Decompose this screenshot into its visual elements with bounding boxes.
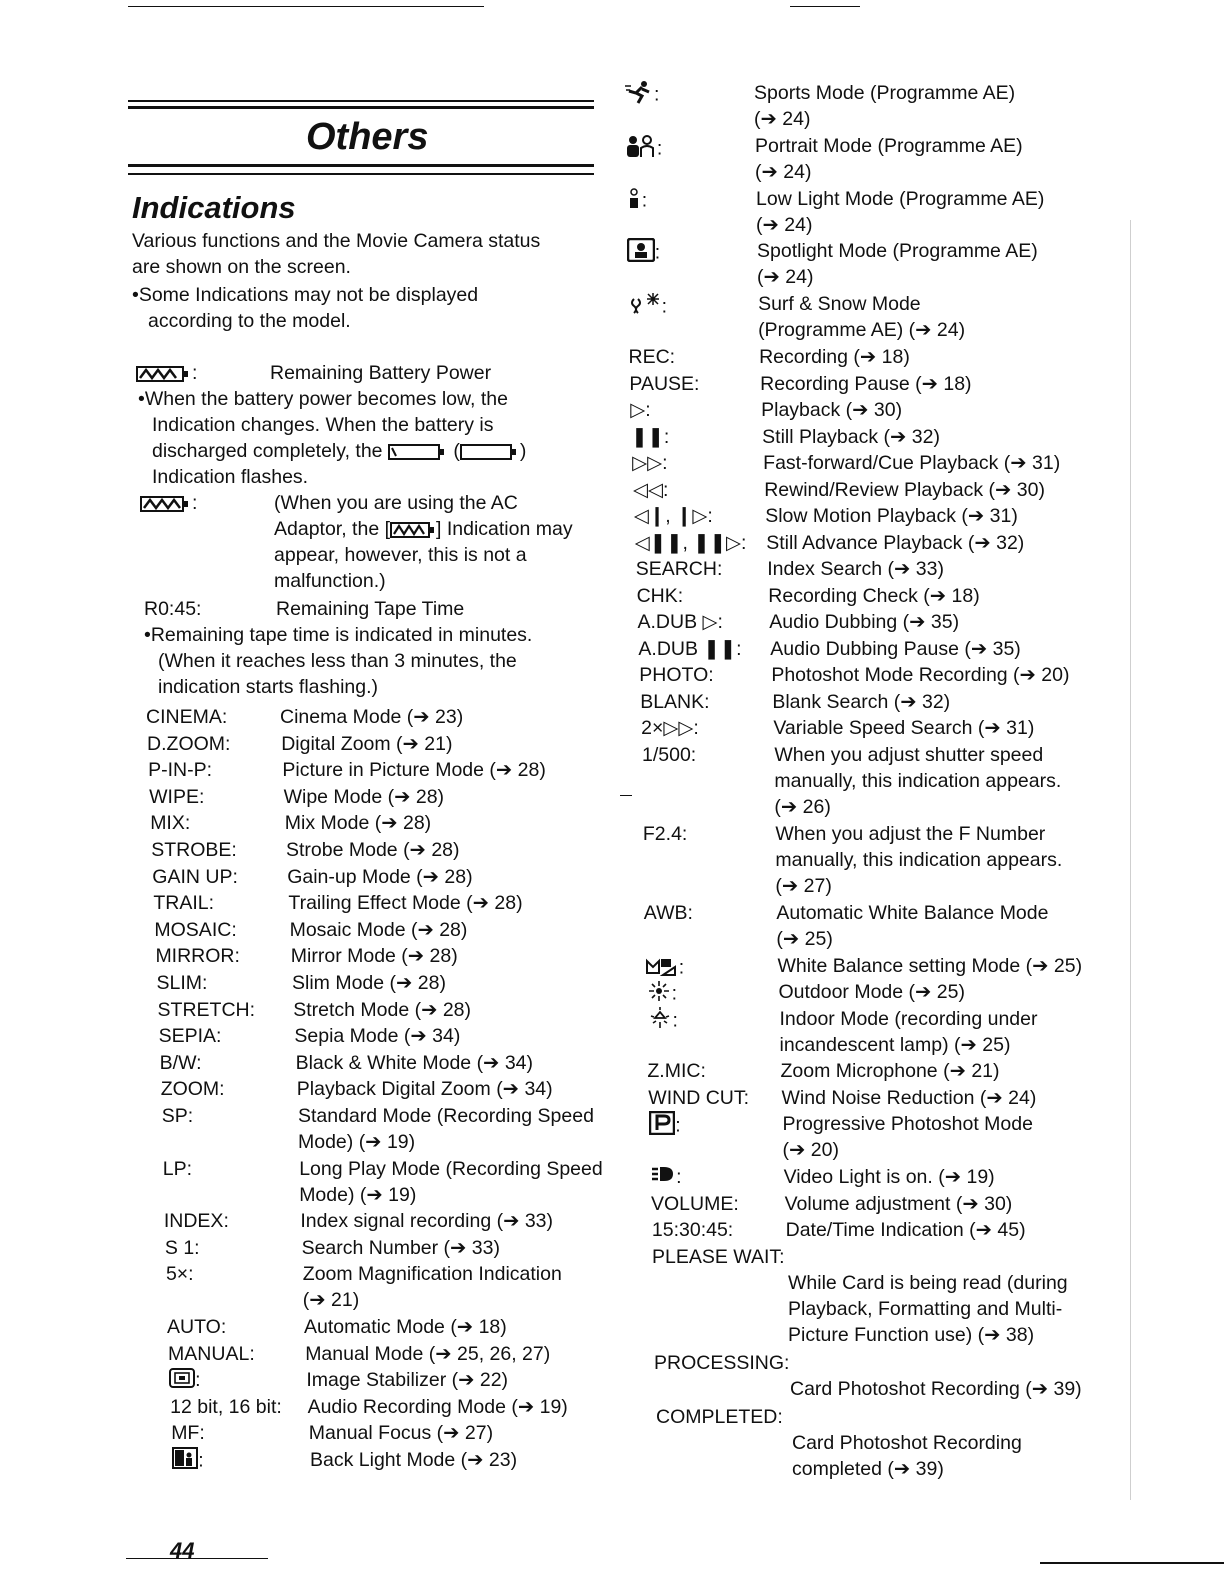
ac-line: (When you are using the AC — [274, 492, 518, 514]
status-block — [654, 1350, 1082, 1402]
right-item-desc — [756, 186, 1044, 238]
status-label: PLEASE WAIT: — [652, 1245, 785, 1268]
right-item-desc — [772, 689, 950, 715]
status-desc-line: Playback, Formatting and Multi- — [788, 1297, 1063, 1320]
left-item-desc-line: Mosaic Mode (➔ 28) — [289, 918, 468, 941]
battery-bullet-line: discharged completely, the ( ) — [152, 440, 527, 462]
right-item-desc — [762, 424, 940, 450]
left-item-desc-line: (➔ 21) — [302, 1289, 360, 1312]
right-item-label: : — [626, 186, 647, 217]
right-item-desc-line: Audio Dubbing (➔ 35) — [769, 611, 960, 633]
low-light-icon — [626, 186, 642, 217]
section-title: Others — [306, 116, 429, 158]
ac-line: malfunction.) — [274, 570, 386, 592]
right-item-label: ❚❚: — [631, 425, 670, 448]
right-item-desc — [767, 556, 944, 582]
right-item-desc-line: Automatic White Balance Mode — [776, 901, 1049, 924]
right-item-desc-line: (➔ 24) — [754, 108, 811, 130]
battery-bullet-line: Indication changes. When the battery is — [152, 414, 494, 436]
right-item-desc — [771, 662, 1069, 688]
left-item-label: S 1: — [164, 1236, 200, 1259]
tape-bullet-line: indication starts flashing.) — [158, 676, 379, 698]
right-item-label: 15:30:45: — [651, 1219, 734, 1242]
left-item-desc-line: Wipe Mode (➔ 28) — [283, 785, 445, 808]
right-item-desc-line: Recording Pause (➔ 18) — [760, 372, 972, 395]
left-item-desc-line: Mix Mode (➔ 28) — [284, 812, 432, 835]
indoor-lamp-icon — [647, 1006, 673, 1037]
status-desc-line: Card Photoshot Recording — [792, 1431, 1022, 1454]
right-item-desc-line: Index Search (➔ 33) — [767, 558, 944, 580]
right-item-label: : — [627, 238, 660, 269]
left-item-desc — [285, 810, 431, 836]
title-rule-top — [128, 100, 594, 102]
right-item-label: : — [650, 1164, 681, 1191]
right-item-desc-line: (Programme AE) (➔ 24) — [758, 319, 966, 342]
right-item-label: : — [628, 291, 667, 324]
left-item-desc — [282, 757, 545, 783]
right-item-label: REC: — [628, 346, 676, 368]
left-item-desc — [293, 997, 471, 1023]
right-item-desc-line: Recording (➔ 18) — [759, 346, 910, 368]
right-item-desc — [761, 397, 902, 423]
right-item-desc-line: Outdoor Mode (➔ 25) — [778, 981, 965, 1003]
right-item-desc — [755, 133, 1023, 185]
left-item-label: MOSAIC: — [154, 918, 237, 941]
ac-line: Adaptor, the [ ] Indication may — [274, 518, 573, 540]
side-scan-line — [1130, 220, 1131, 1500]
left-item-label: WIPE: — [149, 785, 205, 808]
battery-ac-small-icon — [390, 522, 436, 538]
left-item-label: LP: — [162, 1157, 193, 1180]
left-item-desc-line: Standard Mode (Recording Speed — [298, 1105, 594, 1127]
indications-heading: Indications — [132, 190, 296, 225]
right-item-desc — [759, 344, 910, 370]
left-item-desc-line: Back Light Mode (➔ 23) — [310, 1449, 518, 1471]
right-item-desc-line: Surf & Snow Mode — [758, 293, 921, 316]
left-item-label: STRETCH: — [157, 998, 256, 1021]
bullet-icon — [138, 388, 145, 410]
left-item-desc-line: Strobe Mode (➔ 28) — [286, 839, 460, 861]
right-item-desc — [770, 636, 1021, 662]
right-item-label: A.DUB ❚❚: — [638, 637, 742, 660]
right-item-label: WIND CUT: — [648, 1086, 750, 1109]
battery-ac-icon — [140, 495, 192, 513]
right-item-label: : — [649, 1111, 680, 1142]
note-line: according to the model. — [148, 310, 351, 332]
portrait-mode-icon — [625, 133, 657, 166]
left-item-desc — [286, 837, 460, 863]
right-item-desc — [773, 715, 1034, 741]
left-item-label: TRAIL: — [153, 892, 215, 915]
right-item-desc-line: Slow Motion Playback (➔ 31) — [765, 505, 1018, 527]
right-item-desc-line: Indoor Mode (recording under — [779, 1007, 1038, 1030]
tape-desc: Remaining Tape Time — [276, 598, 465, 620]
right-item-desc-line: When you adjust shutter speed — [774, 743, 1044, 766]
right-item-desc-line: manually, this indication appears. — [775, 848, 1063, 871]
left-item-desc — [299, 1156, 603, 1208]
right-item-desc-line: Playback (➔ 30) — [761, 399, 903, 421]
status-desc-line: Picture Function use) (➔ 38) — [788, 1323, 1035, 1346]
right-item-label: : — [624, 80, 659, 111]
left-item-desc — [297, 1076, 553, 1102]
right-item-desc-line: Audio Dubbing Pause (➔ 35) — [770, 637, 1021, 660]
tape-label: R0:45: — [144, 598, 202, 620]
left-item-desc — [306, 1367, 508, 1393]
right-item-desc-line: Video Light is on. (➔ 19) — [783, 1166, 995, 1189]
left-item-desc-line: Audio Recording Mode (➔ 19) — [307, 1395, 568, 1418]
right-item-label: 2×▷▷: — [641, 717, 699, 739]
left-item-desc-line: Cinema Mode (➔ 23) — [280, 706, 464, 728]
left-item-desc — [296, 1050, 533, 1076]
right-item-desc — [783, 1111, 1033, 1163]
right-item-desc — [763, 450, 1060, 476]
back-light-icon — [172, 1447, 198, 1476]
title-rule-bottom — [128, 164, 594, 167]
right-item-label: ◁❚❚, ❚❚▷: — [634, 531, 747, 554]
left-item-label: : — [172, 1447, 203, 1476]
right-item-desc — [780, 1006, 1038, 1058]
right-item-desc-line: (➔ 24) — [756, 213, 813, 236]
right-item-desc — [775, 821, 1062, 899]
right-item-desc-line: Wind Noise Reduction (➔ 24) — [781, 1086, 1037, 1109]
right-item-desc-line: (➔ 26) — [774, 795, 831, 818]
status-label: COMPLETED: — [656, 1405, 783, 1428]
video-light-icon — [650, 1164, 676, 1191]
right-item-desc — [757, 238, 1038, 290]
right-item-desc — [754, 80, 1015, 132]
left-item-label: AUTO: — [167, 1316, 227, 1338]
ac-line: appear, however, this is not a — [274, 544, 527, 566]
status-block — [652, 1244, 1068, 1348]
left-item-desc-line: Digital Zoom (➔ 21) — [281, 732, 453, 755]
left-item-desc — [281, 731, 452, 757]
left-item-desc-line: Manual Focus (➔ 27) — [308, 1422, 494, 1445]
left-item-desc — [310, 1447, 517, 1473]
left-item-desc — [305, 1341, 550, 1367]
left-item-label: SEPIA: — [158, 1025, 222, 1048]
status-desc-line: Card Photoshot Recording (➔ 39) — [790, 1377, 1082, 1400]
left-item-desc-line: Search Number (➔ 33) — [301, 1236, 500, 1259]
right-item-desc-line: Rewind/Review Playback (➔ 30) — [764, 478, 1045, 501]
right-item-desc-line: Progressive Photoshot Mode — [782, 1113, 1033, 1136]
right-item-desc-line: Volume adjustment (➔ 30) — [784, 1192, 1013, 1215]
sports-mode-icon — [624, 80, 654, 111]
note-line: • Some Indications may not be displayed — [132, 282, 478, 308]
left-item-label: B/W: — [159, 1051, 202, 1074]
ac-desc — [274, 490, 573, 594]
title-rule-top2 — [128, 106, 594, 109]
left-item-label: MANUAL: — [168, 1342, 255, 1365]
left-item-label: : — [169, 1367, 200, 1394]
left-item-label: D.ZOOM: — [147, 732, 231, 755]
right-item-desc-line: Low Light Mode (Programme AE) — [756, 187, 1045, 210]
right-item-desc-line: Still Advance Playback (➔ 32) — [766, 531, 1025, 554]
right-item-desc — [782, 1085, 1037, 1111]
left-item-desc-line: Stretch Mode (➔ 28) — [293, 998, 472, 1021]
tape-bullet — [144, 622, 532, 700]
bottom-right-line — [1040, 1562, 1224, 1564]
left-item-desc-line: Mode) (➔ 19) — [299, 1183, 417, 1206]
right-item-desc — [781, 1058, 1000, 1084]
right-item-label: Z.MIC: — [647, 1060, 706, 1083]
left-item-desc — [294, 1023, 460, 1049]
left-item-desc — [304, 1314, 507, 1340]
right-item-desc-line: Blank Search (➔ 32) — [772, 690, 951, 713]
right-item-desc-line: (➔ 27) — [775, 874, 832, 897]
left-item-desc-line: Long Play Mode (Recording Speed — [299, 1157, 603, 1180]
ac-label: : — [140, 490, 197, 516]
right-item-label: CHK: — [636, 584, 684, 607]
spotlight-icon — [627, 238, 655, 269]
ac-adaptor-indication — [140, 490, 610, 600]
right-item-desc — [766, 530, 1024, 556]
battery-bullet-line: Indication flashes. — [152, 466, 309, 488]
battery-bullet — [138, 386, 526, 490]
left-item-label: INDEX: — [163, 1210, 229, 1233]
left-item-desc-line: Zoom Magnification Indication — [302, 1263, 562, 1286]
right-item-label: : — [645, 953, 684, 984]
right-item-label: : — [647, 1006, 678, 1037]
right-item-label: ◁◁: — [633, 478, 669, 501]
left-item-label: SLIM: — [156, 972, 208, 994]
page-number: 44 — [170, 1538, 195, 1563]
progressive-p-icon — [649, 1111, 675, 1142]
right-item-label: : — [625, 133, 662, 166]
left-item-label: MF: — [171, 1422, 205, 1445]
right-item-label: PHOTO: — [639, 664, 714, 686]
left-item-label: P-IN-P: — [148, 759, 213, 782]
bullet-icon — [132, 284, 139, 306]
right-item-desc-line: Date/Time Indication (➔ 45) — [785, 1219, 1026, 1242]
left-item-desc — [292, 970, 446, 996]
column-dash — [620, 795, 632, 796]
right-item-desc-line: Portrait Mode (Programme AE) — [755, 134, 1023, 157]
right-item-desc-line: Recording Check (➔ 18) — [768, 584, 980, 607]
right-item-desc-line: Variable Speed Search (➔ 31) — [773, 717, 1035, 739]
battery-low-icon — [136, 365, 192, 383]
battery-empty-outline-icon — [460, 443, 520, 461]
status-desc-line: While Card is being read (during — [788, 1271, 1068, 1294]
left-item-desc-line: Manual Mode (➔ 25, 26, 27) — [305, 1342, 551, 1365]
right-item-label: : — [646, 979, 677, 1010]
right-item-label: SEARCH: — [635, 558, 723, 580]
page-number-rule — [126, 1558, 268, 1559]
right-item-desc-line: White Balance setting Mode (➔ 25) — [777, 954, 1083, 977]
right-item-desc — [769, 609, 959, 635]
left-item-desc-line: Automatic Mode (➔ 18) — [304, 1316, 507, 1338]
status-desc-line: completed (➔ 39) — [792, 1457, 944, 1480]
battery-empty-icon — [388, 443, 448, 461]
left-item-label: GAIN UP: — [152, 865, 238, 888]
right-item-desc-line: incandescent lamp) (➔ 25) — [779, 1033, 1011, 1056]
right-item-desc — [777, 953, 1082, 979]
left-item-label: ZOOM: — [160, 1078, 225, 1101]
right-item-label: VOLUME: — [651, 1192, 739, 1215]
right-item-desc-line: manually, this indication appears. — [774, 769, 1062, 792]
battery-desc: Remaining Battery Power — [270, 362, 492, 384]
right-item-desc-line: When you adjust the F Number — [775, 822, 1046, 845]
right-item-desc-line: (➔ 24) — [757, 266, 814, 289]
right-item-desc-line: Photoshot Mode Recording (➔ 20) — [771, 664, 1070, 686]
left-item-desc — [288, 890, 522, 916]
left-item-desc — [303, 1261, 562, 1313]
left-item-label: STROBE: — [151, 839, 237, 861]
left-item-desc — [290, 917, 468, 943]
right-item-desc — [776, 900, 1048, 952]
left-item-desc-line: Playback Digital Zoom (➔ 34) — [296, 1078, 553, 1101]
right-item-label: F2.4: — [642, 822, 688, 845]
left-item-desc-line: Mode) (➔ 19) — [298, 1131, 416, 1153]
left-item-label: CINEMA: — [146, 706, 228, 728]
right-item-label: ◁❙, ❙▷: — [633, 505, 713, 527]
right-item-desc — [768, 583, 979, 609]
left-item-desc — [298, 1103, 594, 1155]
left-item-desc — [280, 704, 463, 730]
left-item-desc-line: Picture in Picture Mode (➔ 28) — [282, 759, 546, 782]
right-item-desc — [778, 979, 965, 1005]
left-item-label: 5×: — [165, 1263, 194, 1286]
right-item-label: ▷: — [630, 399, 651, 421]
top-scan-line — [128, 6, 484, 7]
right-item-desc — [765, 503, 1018, 529]
right-item-desc-line: Zoom Microphone (➔ 21) — [780, 1060, 1000, 1083]
left-item-desc — [291, 943, 458, 969]
right-item-desc-line: (➔ 25) — [776, 927, 833, 950]
right-item-desc — [784, 1164, 995, 1190]
right-item-desc-line: Still Playback (➔ 32) — [762, 425, 940, 448]
right-item-desc — [774, 742, 1061, 820]
image-stabilizer-icon — [169, 1368, 195, 1395]
left-item-desc — [284, 784, 444, 810]
left-item-desc-line: Sepia Mode (➔ 34) — [294, 1025, 461, 1048]
bullet-icon — [144, 624, 151, 646]
left-item-label: 12 bit, 16 bit: — [170, 1395, 282, 1418]
title-rule-bottom2 — [128, 173, 594, 175]
right-item-desc-line: (➔ 20) — [782, 1139, 839, 1162]
left-item-desc — [300, 1208, 553, 1234]
right-item-desc — [760, 371, 971, 397]
left-item-label: SP: — [161, 1105, 194, 1127]
right-item-desc-line: (➔ 24) — [755, 160, 812, 183]
left-item-desc-line: Trailing Effect Mode (➔ 28) — [288, 892, 523, 915]
left-item-desc-line: Image Stabilizer (➔ 22) — [306, 1369, 509, 1392]
left-item-desc-line: Slim Mode (➔ 28) — [292, 972, 446, 994]
surf-snow-icon — [628, 291, 662, 324]
right-item-desc — [764, 477, 1045, 503]
right-item-label: AWB: — [643, 901, 693, 924]
right-item-desc — [786, 1217, 1026, 1243]
battery-bullet-line: • When the battery power becomes low, the — [138, 386, 526, 412]
right-item-label: BLANK: — [640, 690, 710, 713]
intro-line: Various functions and the Movie Camera status — [132, 230, 541, 252]
left-item-desc — [309, 1420, 493, 1446]
top-scan-line-right — [790, 6, 860, 7]
right-item-label: A.DUB ▷: — [637, 611, 723, 633]
right-item-desc-line: Sports Mode (Programme AE) — [754, 82, 1016, 104]
tape-bullet-line: (When it reaches less than 3 minutes, the — [158, 650, 517, 672]
left-item-desc — [308, 1394, 568, 1420]
model-note — [132, 282, 478, 334]
right-item-label: 1/500: — [642, 743, 697, 766]
left-item-desc-line: Gain-up Mode (➔ 28) — [287, 865, 473, 888]
left-item-label: MIRROR: — [155, 945, 240, 968]
left-item-desc — [287, 864, 472, 890]
left-item-desc-line: Mirror Mode (➔ 28) — [290, 945, 458, 968]
left-item-desc-line: Black & White Mode (➔ 34) — [295, 1051, 533, 1074]
left-item-label: MIX: — [150, 812, 191, 835]
right-item-label: PAUSE: — [629, 372, 700, 395]
intro-line: are shown on the screen. — [132, 256, 351, 278]
right-item-desc — [785, 1191, 1013, 1217]
right-item-label: ▷▷: — [632, 452, 668, 474]
intro-text — [132, 228, 540, 280]
battery-label: : — [136, 360, 197, 386]
tape-bullet-line: • Remaining tape time is indicated in minutes. — [144, 622, 532, 648]
left-item-desc-line: Index signal recording (➔ 33) — [300, 1210, 554, 1233]
right-item-desc — [758, 291, 965, 343]
right-item-desc-line: Fast-forward/Cue Playback (➔ 31) — [763, 452, 1061, 474]
status-block — [656, 1404, 1022, 1482]
right-item-desc-line: Spotlight Mode (Programme AE) — [757, 240, 1038, 263]
left-item-desc — [302, 1235, 500, 1261]
status-label: PROCESSING: — [654, 1351, 790, 1374]
